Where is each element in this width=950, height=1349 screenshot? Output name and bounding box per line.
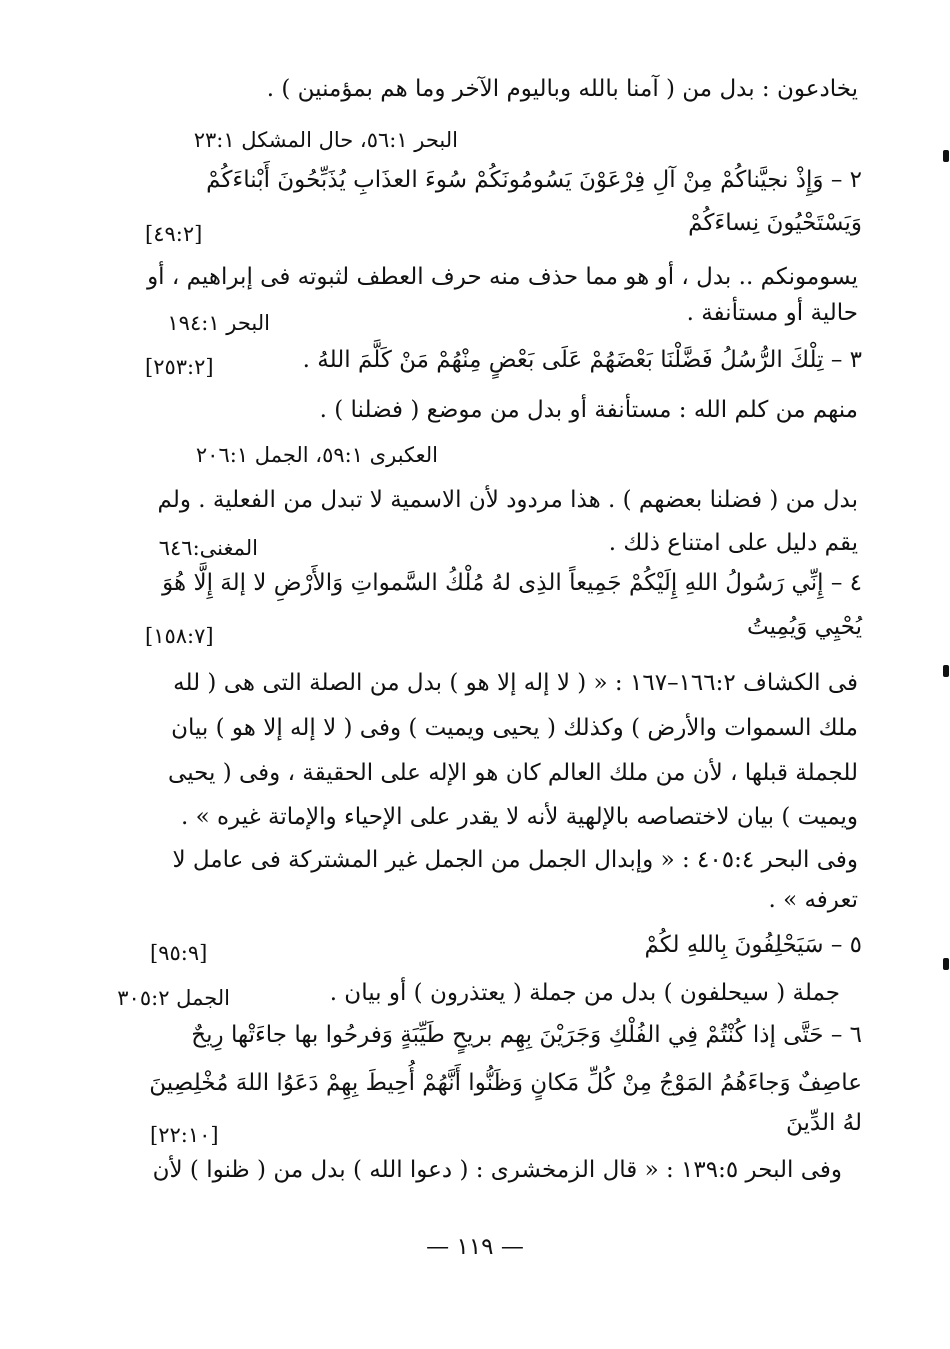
text-line-9: للجملة قبلها ، لأن من ملك العالم كان هو الإله على الحقيقة ، وفى ( يحيى	[168, 760, 858, 786]
verse-reference: [٩٥:٩]	[150, 941, 208, 965]
text-line-4: منهم من كلم الله : مستأنفة أو بدل من موضع ( فضلنا ) .	[319, 397, 858, 423]
verse-3: ٣ – تِلْكَ الرُّسُلُ فَضَّلْنَا بَعْضَهُمْ عَلَى بَعْضٍ مِنْهُمْ مَنْ كَلَّمَ اللهُ .	[302, 347, 862, 373]
verse-reference: [١٥٨:٧]	[145, 624, 214, 648]
margin-mark	[943, 665, 949, 677]
verse-5: ٥ – سَيَحْلِفُونَ بِاللهِ لكُمْ	[644, 932, 862, 958]
text-line-10: ويميت ) بيان لاختصاصه بالإلهية لأنه لا يقدر على الإحياء والإماتة غيره » .	[180, 804, 858, 830]
margin-mark	[943, 150, 949, 162]
source-line-2: البحر ١٩٤:١	[167, 311, 270, 335]
verse-reference: [٢٢:١٠]	[150, 1123, 219, 1147]
source-line-3: العكبرى ٥٩:١، الجمل ٢٠٦:١	[195, 443, 438, 467]
text-line-6: يقم دليل على امتناع ذلك .	[608, 530, 858, 556]
text-line-13: جملة ( سيحلفون ) بدل من جملة ( يعتذرون ) أو بيان .	[329, 980, 840, 1006]
source-line-5: الجمل ٣٠٥:٢	[117, 986, 230, 1010]
verse-6-line-3: لهُ الدِّينَ	[785, 1110, 862, 1136]
text-line-3: حالية أو مستأنفة .	[686, 300, 858, 326]
text-line-2: يسومونكم .. بدل ، أو هو مما حذف منه حرف العطف لثبوته فى إبراهيم ، أو	[147, 264, 858, 290]
text-line-11: وفى البحر ٤٠٥:٤ : « وإبدال الجمل من الجمل غير المشتركة فى عامل لا	[172, 847, 858, 873]
text-line-14: وفى البحر ١٣٩:٥ : « قال الزمخشرى : ( دعوا الله ) بدل من ( ظنوا ) لأن	[152, 1157, 842, 1183]
verse-reference: [٤٩:٢]	[145, 222, 203, 246]
text-line-12: تعرفه » .	[768, 887, 858, 913]
text-line-1: يخادعون : بدل من ( آمنا بالله وباليوم الآخر وما هم بمؤمنين ) .	[266, 76, 858, 102]
text-line-5: بدل من ( فضلنا بعضهم ) . هذا مردود لأن الاسمية لا تبدل من الفعلية . ولم	[157, 487, 858, 513]
verse-6-line-1: ٦ – حَتَّى إذا كُنْتُمْ فِي الفُلْكِ وَجَرَيْنَ بِهِم بريحٍ طَيِّبَةٍ وَفرحُوا بها جاءَتْها رِيحٌ	[191, 1022, 862, 1048]
verse-4-line-1: ٤ – إِنِّي رَسُولُ اللهِ إِلَيْكُمْ جَمِيعاً الذِى لهُ مُلْكُ السَّمواتِ وَالأَرْضِ لا إلهَ إِلَّا هُوَ	[162, 570, 862, 596]
text-line-7: فى الكشاف ١٦٦:٢–١٦٧ : « ( لا إله إلا هو ) بدل من الصلة التى هى ( لله	[173, 670, 858, 696]
source-line-1: البحر ٥٦:١، حال المشكل ٢٣:١	[193, 128, 458, 152]
verse-2-line-1: ٢ – وَإِذْ نجيَّناكُمْ مِنْ آلِ فِرْعَوْنَ يَسُومُونَكُمْ سُوءَ العذَابِ يُذَبِّحُونَ أَبْناءَكُمْ	[206, 167, 862, 193]
source-line-4: المغنى:٦٤٦	[158, 536, 258, 560]
page-number: — ١١٩ —	[426, 1234, 524, 1260]
verse-4-line-2: يُحْيِي وَيُمِيتُ	[747, 614, 862, 640]
verse-reference: [٢٥٣:٢]	[145, 355, 214, 379]
text-line-8: ملك السموات والأرض ) وكذلك ( يحيى ويميت ) وفى ( لا إله إلا هو ) بيان	[171, 715, 858, 741]
verse-6-line-2: عاصِفٌ وَجاءَهُمُ المَوْجُ مِنْ كُلِّ مَكانٍ وَظَنُّوا أَنَّهُمْ أُحِيطَ بِهِمْ دَعَوُا اللهَ مُخْلِصِينَ	[149, 1070, 862, 1096]
verse-2-line-2: وَيَسْتَحْيُونَ نِساءَكُمْ	[688, 210, 862, 236]
margin-mark	[943, 958, 949, 970]
